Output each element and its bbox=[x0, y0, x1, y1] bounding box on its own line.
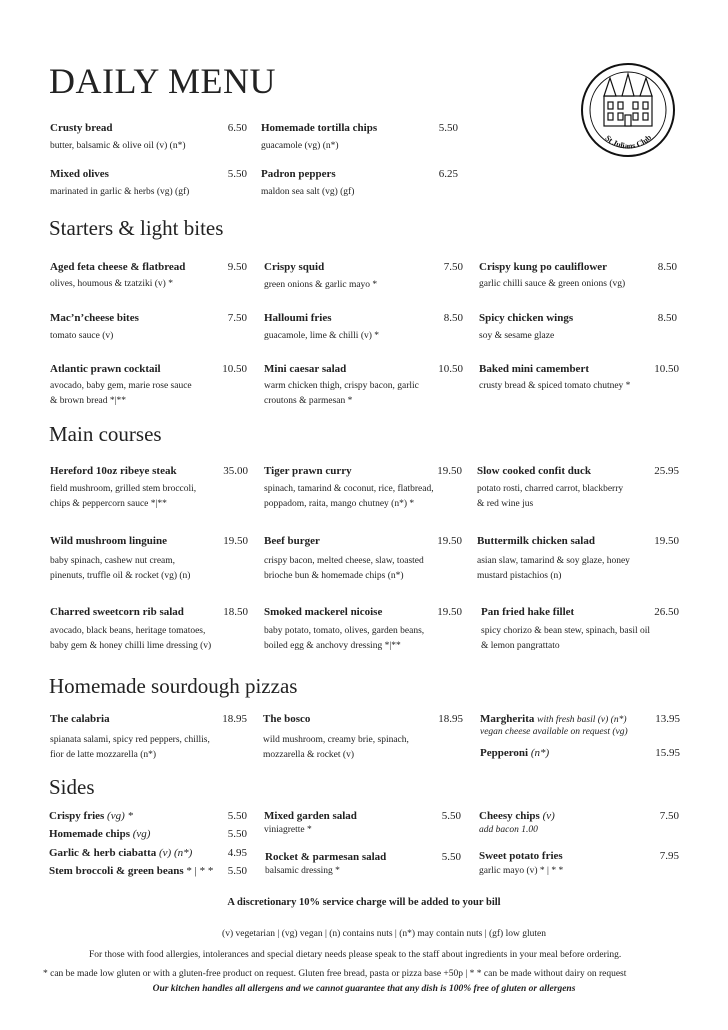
item-price: 5.50 bbox=[227, 865, 247, 877]
item-desc: spicy chorizo & bean stew, spinach, basil oil bbox=[481, 626, 651, 636]
item-desc: pinenuts, truffle oil & rocket (vg) (n) bbox=[50, 571, 191, 581]
item-price: 19.50 bbox=[654, 535, 679, 547]
item-desc: garlic chilli sauce & green onions (vg) bbox=[479, 279, 626, 289]
item-desc: mustard pistachios (n) bbox=[477, 571, 562, 581]
dietary-key: (v) vegetarian | (vg) vegan | (n) contains nuts | (n*) may contain nuts | (gf) low gluten bbox=[222, 929, 546, 939]
section-heading: Sides bbox=[49, 775, 95, 799]
item-name: Spicy chicken wings bbox=[479, 312, 574, 324]
item-desc: potato rosti, charred carrot, blackberry bbox=[477, 484, 624, 494]
item-desc: poppadom, raita, mango chutney (n*) * bbox=[264, 499, 415, 509]
item-desc: soy & sesame glaze bbox=[479, 331, 555, 341]
item-desc: tomato sauce (v) bbox=[50, 331, 114, 341]
item-desc: marinated in garlic & herbs (vg) (gf) bbox=[50, 187, 190, 197]
item-name: Stem broccoli & green beans bbox=[49, 865, 184, 877]
item-name: Baked mini camembert bbox=[479, 363, 589, 375]
item-desc: fior de latte mozzarella (n*) bbox=[50, 750, 157, 760]
item-name: Halloumi fries bbox=[264, 312, 332, 324]
item-price: 26.50 bbox=[654, 606, 679, 618]
item-price: 6.50 bbox=[227, 122, 247, 134]
item-note: (vg) bbox=[132, 828, 151, 840]
gluten-note: * can be made low gluten or with a gluten-free product on request. Gluten free bread, pasta or pizza base +50p | * * can be made without dairy on request bbox=[43, 969, 627, 979]
section-heading: Homemade sourdough pizzas bbox=[49, 674, 298, 698]
item-desc: baby gem & honey chilli lime dressing (v) bbox=[50, 641, 212, 651]
item-price: 7.50 bbox=[443, 261, 463, 273]
item-name: Homemade chips bbox=[49, 828, 130, 840]
item-name: Mixed olives bbox=[50, 168, 109, 180]
item-name: Crispy kung po cauliflower bbox=[479, 261, 608, 273]
item-desc: vegan cheese available on request (vg) bbox=[480, 727, 628, 737]
item-note: (v) (n*) bbox=[158, 847, 193, 859]
item-name: Slow cooked confit duck bbox=[477, 465, 591, 477]
item-price: 19.50 bbox=[223, 535, 248, 547]
item-name: Crispy fries bbox=[49, 810, 105, 822]
item-name: Smoked mackerel nicoise bbox=[264, 606, 383, 618]
item-price: 13.95 bbox=[655, 713, 680, 725]
item-price: 5.50 bbox=[227, 828, 247, 840]
item-price: 9.50 bbox=[227, 261, 247, 273]
item-desc: garlic mayo (v) * | * * bbox=[479, 866, 564, 876]
menu-title: DAILY MENU bbox=[49, 61, 277, 101]
svg-text:St Julians Club bbox=[603, 133, 653, 151]
item-desc: brioche bun & homemade chips (n*) bbox=[264, 571, 404, 581]
item-price: 5.50 bbox=[441, 810, 461, 822]
item-name: Crispy squid bbox=[264, 261, 325, 273]
item-name: Garlic & herb ciabatta bbox=[49, 847, 157, 859]
item-desc: viniagrette * bbox=[264, 825, 312, 835]
item-desc: guacamole, lime & chilli (v) * bbox=[264, 331, 380, 341]
item-desc: olives, houmous & tzatziki (v) * bbox=[50, 279, 173, 289]
item-desc: asian slaw, tamarind & soy glaze, honey bbox=[477, 556, 630, 566]
item-name: Pan fried hake fillet bbox=[481, 606, 575, 618]
item-desc: avocado, black beans, heritage tomatoes, bbox=[50, 626, 206, 636]
item-desc: guacamole (vg) (n*) bbox=[261, 141, 339, 151]
item-desc: mozzarella & rocket (v) bbox=[263, 750, 354, 760]
item-desc: & red wine jus bbox=[477, 499, 534, 509]
item-name: Mixed garden salad bbox=[264, 810, 357, 822]
item-desc: chips & peppercorn sauce *|** bbox=[50, 499, 167, 509]
item-price: 19.50 bbox=[437, 465, 462, 477]
item-note: * | * * bbox=[186, 865, 214, 877]
item-price: 18.95 bbox=[438, 713, 463, 725]
item-price: 5.50 bbox=[227, 810, 247, 822]
item-name: Mini caesar salad bbox=[264, 363, 347, 375]
item-price: 5.50 bbox=[227, 168, 247, 180]
item-price: 19.50 bbox=[437, 535, 462, 547]
item-name: Padron peppers bbox=[261, 168, 336, 180]
item-desc: crusty bread & spiced tomato chutney * bbox=[479, 381, 631, 391]
section-heading: Main courses bbox=[49, 422, 162, 446]
allergy-note: For those with food allergies, intolerances and special dietary needs please speak to the staff about ingredients in your meal before ordering. bbox=[89, 950, 622, 960]
item-name: Cheesy chips bbox=[479, 810, 540, 822]
item-desc: warm chicken thigh, crispy bacon, garlic bbox=[264, 381, 419, 391]
item-note: with fresh basil (v) (n*) bbox=[537, 715, 627, 725]
item-price: 8.50 bbox=[443, 312, 463, 324]
item-name: Mac’n’cheese bites bbox=[50, 312, 139, 324]
item-price: 7.50 bbox=[659, 810, 679, 822]
item-desc: & brown bread *|** bbox=[50, 396, 127, 406]
item-name: Crusty bread bbox=[50, 122, 113, 134]
item-name: The bosco bbox=[263, 713, 311, 725]
item-price: 25.95 bbox=[654, 465, 679, 477]
item-name: Sweet potato fries bbox=[479, 850, 563, 862]
item-note: (n*) bbox=[530, 747, 550, 759]
item-desc: crispy bacon, melted cheese, slaw, toasted bbox=[264, 556, 424, 566]
item-desc: balsamic dressing * bbox=[265, 866, 340, 876]
item-price: 8.50 bbox=[657, 312, 677, 324]
item-price: 10.50 bbox=[222, 363, 247, 375]
item-name: The calabria bbox=[50, 713, 110, 725]
item-name bbox=[480, 713, 626, 725]
logo-text: St Julians Club bbox=[603, 132, 654, 151]
item-desc: croutons & parmesan * bbox=[264, 396, 353, 406]
item-name: Homemade tortilla chips bbox=[261, 122, 378, 134]
item-desc: & lemon pangrattato bbox=[481, 641, 560, 651]
item-desc: avocado, baby gem, marie rose sauce bbox=[50, 381, 192, 391]
item-name: Hereford 10oz ribeye steak bbox=[50, 465, 177, 477]
item-desc: baby potato, tomato, olives, garden beans, bbox=[264, 626, 425, 636]
item-price: 6.25 bbox=[438, 168, 458, 180]
item-desc: spinach, tamarind & coconut, rice, flatbread, bbox=[264, 484, 434, 494]
item-name: Aged feta cheese & flatbread bbox=[50, 261, 186, 273]
item-price: 7.95 bbox=[659, 850, 679, 862]
item-desc: green onions & garlic mayo * bbox=[264, 280, 378, 290]
item-name bbox=[480, 747, 549, 759]
allergen-disclaimer: Our kitchen handles all allergens and we cannot guarantee that any dish is 100% free of gluten or allergens bbox=[152, 984, 576, 994]
item-desc: maldon sea salt (vg) (gf) bbox=[261, 187, 355, 197]
item-price: 18.50 bbox=[223, 606, 248, 618]
item-price: 10.50 bbox=[438, 363, 463, 375]
item-price: 19.50 bbox=[437, 606, 462, 618]
item-name-text: Pepperoni bbox=[480, 747, 529, 759]
item-note: (v) bbox=[542, 810, 555, 822]
item-name: Wild mushroom linguine bbox=[50, 535, 167, 547]
item-desc: spianata salami, spicy red peppers, chillis, bbox=[50, 735, 210, 745]
item-desc: boiled egg & anchovy dressing *|** bbox=[264, 641, 401, 651]
item-name: Atlantic prawn cocktail bbox=[50, 363, 161, 375]
item-price: 35.00 bbox=[223, 465, 248, 477]
section-heading: Starters & light bites bbox=[49, 216, 224, 240]
item-price: 10.50 bbox=[654, 363, 679, 375]
item-name: Beef burger bbox=[264, 535, 320, 547]
item-desc: wild mushroom, creamy brie, spinach, bbox=[263, 735, 409, 745]
item-name: Charred sweetcorn rib salad bbox=[50, 606, 184, 618]
item-note: (vg) * bbox=[107, 810, 134, 822]
item-name: Tiger prawn curry bbox=[264, 465, 352, 477]
item-price: 5.50 bbox=[441, 851, 461, 863]
item-price: 18.95 bbox=[222, 713, 247, 725]
item-desc: add bacon 1.00 bbox=[479, 825, 538, 835]
service-charge-note: A discretionary 10% service charge will be added to your bill bbox=[227, 897, 501, 908]
club-logo bbox=[578, 60, 678, 160]
item-name: Rocket & parmesan salad bbox=[265, 851, 387, 863]
item-desc: butter, balsamic & olive oil (v) (n*) bbox=[50, 141, 186, 151]
item-price: 7.50 bbox=[227, 312, 247, 324]
item-desc: field mushroom, grilled stem broccoli, bbox=[50, 484, 197, 494]
item-price: 15.95 bbox=[655, 747, 680, 759]
item-price: 8.50 bbox=[657, 261, 677, 273]
item-desc: baby spinach, cashew nut cream, bbox=[50, 556, 176, 566]
item-name: Buttermilk chicken salad bbox=[477, 535, 595, 547]
item-price: 5.50 bbox=[438, 122, 458, 134]
item-price: 4.95 bbox=[227, 847, 247, 859]
item-name-text: Margherita bbox=[480, 713, 535, 725]
